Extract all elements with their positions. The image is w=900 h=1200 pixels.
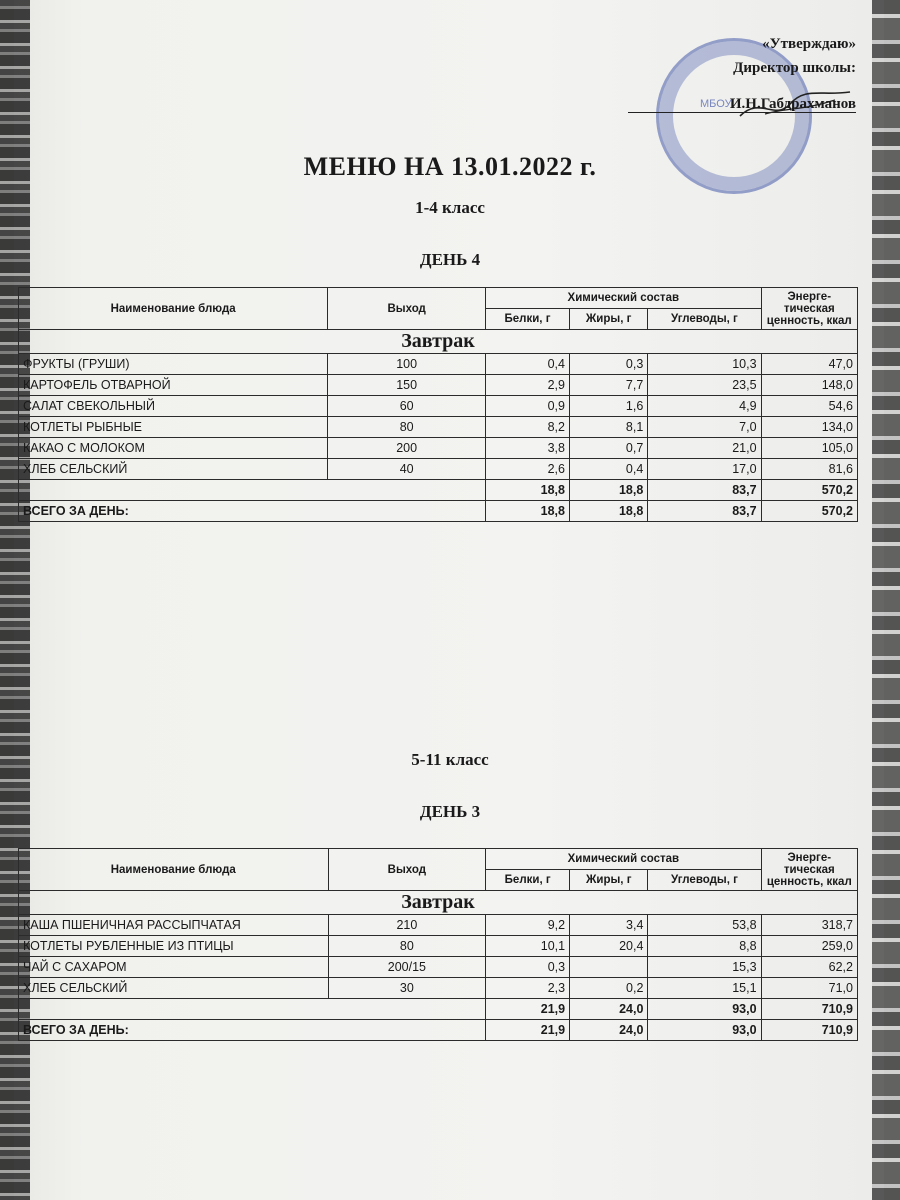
table-row (19, 957, 858, 978)
dish-energy: 47,0 (761, 354, 857, 375)
dish-fats: 0,7 (569, 438, 647, 459)
subtotal-fats: 18,8 (569, 480, 647, 501)
total-proteins: 18,8 (486, 501, 570, 522)
dish-name: ФРУКТЫ (ГРУШИ) (19, 354, 328, 375)
total-label: ВСЕГО ЗА ДЕНЬ: (19, 501, 486, 522)
subtotal-proteins: 18,8 (486, 480, 570, 501)
subtotal-carbs: 93,0 (648, 999, 761, 1020)
subtotal-fats: 24,0 (570, 999, 648, 1020)
dish-fats: 1,6 (569, 396, 647, 417)
dish-name: КОТЛЕТЫ РЫБНЫЕ (19, 417, 328, 438)
table-row (19, 417, 858, 438)
dish-output: 60 (328, 396, 486, 417)
dish-carbs: 23,5 (648, 375, 761, 396)
header-fats: Жиры, г (569, 309, 647, 330)
total-proteins: 21,9 (486, 1020, 570, 1041)
dish-fats: 8,1 (569, 417, 647, 438)
dish-output: 150 (328, 375, 486, 396)
header-carbs: Углеводы, г (648, 309, 761, 330)
meal-label: Завтрак (19, 891, 858, 915)
table-row (19, 936, 858, 957)
dish-proteins: 8,2 (486, 417, 570, 438)
dish-name: ЧАЙ С САХАРОМ (19, 957, 329, 978)
dish-name: КОТЛЕТЫ РУБЛЕННЫЕ ИЗ ПТИЦЫ (19, 936, 329, 957)
approval-position: Директор школы: (733, 60, 856, 76)
dish-carbs: 7,0 (648, 417, 761, 438)
menu-table-2 (18, 848, 858, 1041)
dish-proteins: 2,3 (486, 978, 570, 999)
dish-fats (570, 957, 648, 978)
dish-energy: 105,0 (761, 438, 857, 459)
subtotal-energy: 710,9 (761, 999, 857, 1020)
table-row (19, 375, 858, 396)
dish-name: КАША ПШЕНИЧНАЯ РАССЫПЧАТАЯ (19, 915, 329, 936)
dish-proteins: 2,9 (486, 375, 570, 396)
dish-fats: 0,2 (570, 978, 648, 999)
day-label-1: ДЕНЬ 4 (419, 250, 481, 269)
class-label-1: 1-4 класс (415, 198, 485, 217)
dish-carbs: 15,3 (648, 957, 761, 978)
header-energy: Энерге-тическая ценность, ккал (761, 288, 857, 330)
dish-output: 210 (328, 915, 486, 936)
total-carbs: 93,0 (648, 1020, 761, 1041)
menu-table-1 (18, 287, 858, 522)
dish-carbs: 17,0 (648, 459, 761, 480)
table-row (19, 459, 858, 480)
dish-output: 80 (328, 936, 486, 957)
total-energy: 710,9 (761, 1020, 857, 1041)
dish-name: КАРТОФЕЛЬ ОТВАРНОЙ (19, 375, 328, 396)
total-fats: 24,0 (570, 1020, 648, 1041)
dish-carbs: 21,0 (648, 438, 761, 459)
approval-block (730, 34, 856, 114)
table-row (19, 396, 858, 417)
table-row (19, 438, 858, 459)
dish-carbs: 53,8 (648, 915, 761, 936)
header-chem: Химический состав (486, 288, 761, 309)
subtotal-label (19, 999, 486, 1020)
dish-energy: 62,2 (761, 957, 857, 978)
header-name: Наименование блюда (19, 849, 329, 891)
dish-energy: 54,6 (761, 396, 857, 417)
signature-line (628, 112, 856, 113)
dish-fats: 0,4 (569, 459, 647, 480)
header-name: Наименование блюда (19, 288, 328, 330)
total-carbs: 83,7 (648, 501, 761, 522)
page-title: МЕНЮ НА 13.01.2022 г. (303, 152, 597, 181)
table-row (19, 354, 858, 375)
dish-carbs: 15,1 (648, 978, 761, 999)
dish-fats: 7,7 (569, 375, 647, 396)
header-proteins: Белки, г (486, 870, 570, 891)
dish-carbs: 10,3 (648, 354, 761, 375)
subtotal-proteins: 21,9 (486, 999, 570, 1020)
header-output: Выход (328, 288, 486, 330)
header-carbs: Углеводы, г (648, 870, 761, 891)
dish-name: ХЛЕБ СЕЛЬСКИЙ (19, 459, 328, 480)
dish-energy: 81,6 (761, 459, 857, 480)
dish-energy: 71,0 (761, 978, 857, 999)
dish-proteins: 10,1 (486, 936, 570, 957)
day-label-2: ДЕНЬ 3 (419, 802, 481, 821)
class-label-2: 5-11 класс (411, 750, 489, 769)
dish-proteins: 0,9 (486, 396, 570, 417)
dish-output: 100 (328, 354, 486, 375)
dish-carbs: 8,8 (648, 936, 761, 957)
subtotal-energy: 570,2 (761, 480, 857, 501)
total-fats: 18,8 (569, 501, 647, 522)
dish-energy: 259,0 (761, 936, 857, 957)
dish-output: 80 (328, 417, 486, 438)
meal-label: Завтрак (19, 330, 858, 354)
header-chem: Химический состав (486, 849, 761, 870)
dish-name: САЛАТ СВЕКОЛЬНЫЙ (19, 396, 328, 417)
stamp-text: МБОУ (700, 98, 732, 110)
header-proteins: Белки, г (486, 309, 570, 330)
dish-proteins: 2,6 (486, 459, 570, 480)
subtotal-carbs: 83,7 (648, 480, 761, 501)
header-fats: Жиры, г (570, 870, 648, 891)
dish-energy: 134,0 (761, 417, 857, 438)
subtotal-label (19, 480, 486, 501)
dish-energy: 148,0 (761, 375, 857, 396)
dish-proteins: 3,8 (486, 438, 570, 459)
dish-output: 200/15 (328, 957, 486, 978)
dish-name: КАКАО С МОЛОКОМ (19, 438, 328, 459)
dish-fats: 20,4 (570, 936, 648, 957)
dish-fats: 3,4 (570, 915, 648, 936)
dish-carbs: 4,9 (648, 396, 761, 417)
dish-output: 200 (328, 438, 486, 459)
dish-fats: 0,3 (569, 354, 647, 375)
dish-name: ХЛЕБ СЕЛЬСКИЙ (19, 978, 329, 999)
total-label: ВСЕГО ЗА ДЕНЬ: (19, 1020, 486, 1041)
dish-output: 30 (328, 978, 486, 999)
total-energy: 570,2 (761, 501, 857, 522)
dish-output: 40 (328, 459, 486, 480)
table-row (19, 915, 858, 936)
dish-proteins: 9,2 (486, 915, 570, 936)
dish-proteins: 0,3 (486, 957, 570, 978)
table-row (19, 978, 858, 999)
approval-heading: «Утверждаю» (762, 36, 856, 52)
dish-proteins: 0,4 (486, 354, 570, 375)
approval-director-name: И.Н.Габдрахманов (729, 96, 856, 112)
header-energy: Энерге-тическая ценность, ккал (761, 849, 857, 891)
dish-energy: 318,7 (761, 915, 857, 936)
header-output: Выход (328, 849, 486, 891)
